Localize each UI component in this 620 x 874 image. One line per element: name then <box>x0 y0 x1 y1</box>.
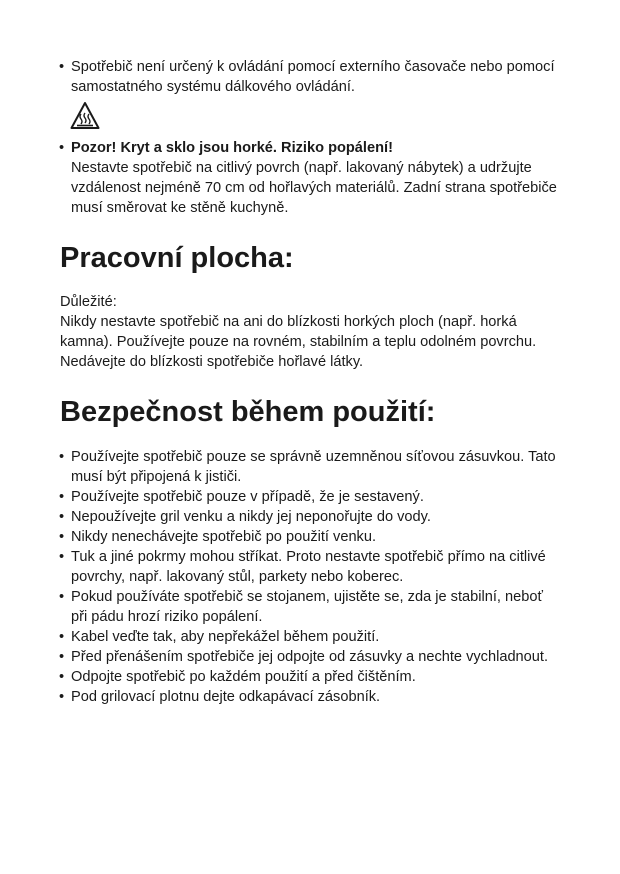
list-item: • Nikdy nenechávejte spotřebič po použití venku. <box>59 527 559 547</box>
section-heading-safety: Bezpečnost během použití: <box>60 396 436 428</box>
warning-text: Nestavte spotřebič na citlivý povrch (např. lakovaný nábytek) a udržujte vzdálenost nejméně 70 cm od hořlavých materiálů. Zadní strana spotřebiče musí směrovat ke stěně kuchyně. <box>71 160 557 216</box>
list-item: • Používejte spotřebič pouze se správně uzemněnou síťovou zásuvkou. Tato musí být připojená k jističi. <box>59 447 559 487</box>
list-item: • Odpojte spotřebič po každém použití a před čištěním. <box>59 667 559 687</box>
section-heading-work-surface: Pracovní plocha: <box>60 242 294 274</box>
list-item: • Používejte spotřebič pouze v případě, že je sestavený. <box>59 487 559 507</box>
important-label: Důležité: <box>60 294 117 310</box>
intro-list <box>59 57 559 97</box>
list-item: • Pod grilovací plotnu dejte odkapávací zásobník. <box>59 687 559 707</box>
list-item: • Spotřebič není určený k ovládání pomocí externího časovače nebo pomocí samostatného systému dálkového ovládání. <box>59 57 559 97</box>
list-item: • Před přenášením spotřebiče jej odpojte od zásuvky a nechte vychladnout. <box>59 647 559 667</box>
hot-surface-warning-icon <box>70 101 100 131</box>
list-item: • Tuk a jiné pokrmy mohou stříkat. Proto nestavte spotřebič přímo na citlivé povrchy, např. lakovaný stůl, parkety nebo koberec. <box>59 547 559 587</box>
list-item: • Nepoužívejte gril venku a nikdy jej neponořujte do vody. <box>59 507 559 527</box>
list-item: • Pokud používáte spotřebič se stojanem, ujistěte se, zda je stabilní, neboť při pádu hrozí riziko popálení. <box>59 587 559 627</box>
warning-block <box>59 138 559 218</box>
warning-item <box>59 138 559 218</box>
warning-title: Pozor! Kryt a sklo jsou horké. Riziko popálení! <box>71 140 393 156</box>
list-item: • Kabel veďte tak, aby nepřekážel během použití. <box>59 627 559 647</box>
work-surface-paragraph: Nikdy nestavte spotřebič na ani do blízkosti horkých ploch (např. horká kamna). Používejte pouze na rovném, stabilním a teplu odolném povrchu. Nedávejte do blízkosti spotřebiče hořlavé látky. <box>60 314 537 370</box>
safety-list <box>59 447 559 707</box>
